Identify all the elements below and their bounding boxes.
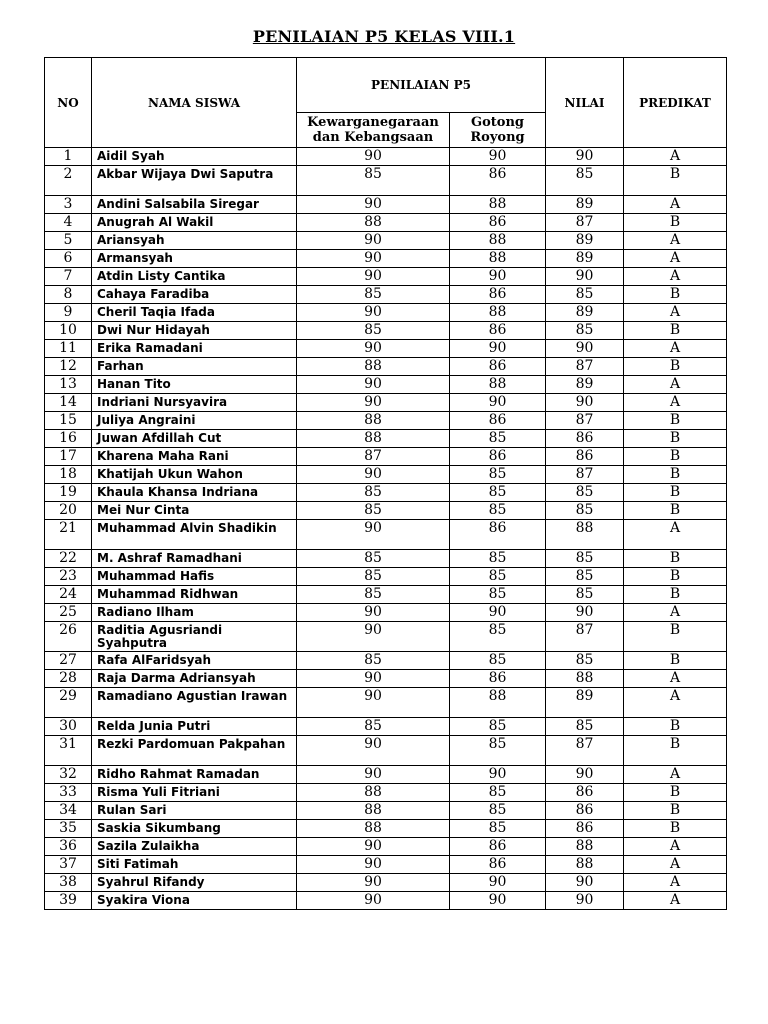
row-nilai: 86: [546, 430, 624, 448]
row-no: 7: [45, 268, 92, 286]
row-name: Sazila Zulaikha: [92, 838, 297, 856]
row-kewarganegaraan: 90: [297, 856, 450, 874]
table-row: [45, 892, 727, 910]
row-gotong-royong: 88: [450, 376, 546, 394]
row-nilai: 87: [546, 736, 624, 766]
row-gotong-royong: 85: [450, 484, 546, 502]
row-gotong-royong: 90: [450, 394, 546, 412]
row-predikat: A: [624, 892, 727, 910]
row-predikat: B: [624, 802, 727, 820]
table-row: [45, 568, 727, 586]
row-predikat: B: [624, 568, 727, 586]
row-nilai: 85: [546, 502, 624, 520]
table-row: [45, 214, 727, 232]
row-nilai: 86: [546, 784, 624, 802]
row-predikat: B: [624, 484, 727, 502]
row-no: 18: [45, 466, 92, 484]
row-no: 11: [45, 340, 92, 358]
row-kewarganegaraan: 85: [297, 652, 450, 670]
row-nilai: 88: [546, 670, 624, 688]
row-nilai: 89: [546, 304, 624, 322]
row-name: Cahaya Faradiba: [92, 286, 297, 304]
row-predikat: B: [624, 820, 727, 838]
row-predikat: A: [624, 856, 727, 874]
row-gotong-royong: 86: [450, 322, 546, 340]
row-gotong-royong: 88: [450, 232, 546, 250]
row-kewarganegaraan: 88: [297, 784, 450, 802]
row-kewarganegaraan: 90: [297, 232, 450, 250]
table-row: [45, 286, 727, 304]
row-name: Khatijah Ukun Wahon: [92, 466, 297, 484]
row-kewarganegaraan: 85: [297, 586, 450, 604]
row-kewarganegaraan: 90: [297, 376, 450, 394]
row-gotong-royong: 86: [450, 358, 546, 376]
row-name: Rulan Sari: [92, 802, 297, 820]
row-nilai: 85: [546, 322, 624, 340]
row-gotong-royong: 86: [450, 286, 546, 304]
row-name: Muhammad Alvin Shadikin: [92, 520, 297, 550]
row-gotong-royong: 90: [450, 340, 546, 358]
table-row: [45, 652, 727, 670]
row-gotong-royong: 88: [450, 196, 546, 214]
row-predikat: A: [624, 340, 727, 358]
row-nilai: 86: [546, 448, 624, 466]
table-row: [45, 232, 727, 250]
row-kewarganegaraan: 90: [297, 304, 450, 322]
row-no: 14: [45, 394, 92, 412]
row-name: Ridho Rahmat Ramadan: [92, 766, 297, 784]
row-gotong-royong: 85: [450, 784, 546, 802]
row-gotong-royong: 85: [450, 652, 546, 670]
row-gotong-royong: 88: [450, 304, 546, 322]
row-kewarganegaraan: 90: [297, 520, 450, 550]
row-name: Akbar Wijaya Dwi Saputra: [92, 166, 297, 196]
row-gotong-royong: 85: [450, 736, 546, 766]
row-kewarganegaraan: 85: [297, 484, 450, 502]
row-name: Relda Junia Putri: [92, 718, 297, 736]
row-no: 31: [45, 736, 92, 766]
row-name: Mei Nur Cinta: [92, 502, 297, 520]
row-nilai: 90: [546, 874, 624, 892]
table-row: [45, 688, 727, 718]
table-row: [45, 856, 727, 874]
row-no: 24: [45, 586, 92, 604]
row-gotong-royong: 90: [450, 604, 546, 622]
row-predikat: A: [624, 250, 727, 268]
row-predikat: A: [624, 520, 727, 550]
table-body: [45, 148, 727, 910]
row-gotong-royong: 85: [450, 718, 546, 736]
row-predikat: A: [624, 874, 727, 892]
row-gotong-royong: 86: [450, 670, 546, 688]
row-gotong-royong: 90: [450, 766, 546, 784]
row-predikat: A: [624, 670, 727, 688]
row-no: 28: [45, 670, 92, 688]
row-predikat: A: [624, 376, 727, 394]
row-name: Anugrah Al Wakil: [92, 214, 297, 232]
row-name: Rezki Pardomuan Pakpahan: [92, 736, 297, 766]
header-predikat: PREDIKAT: [624, 58, 727, 148]
row-no: 17: [45, 448, 92, 466]
table-row: [45, 448, 727, 466]
header-no: NO: [45, 58, 92, 148]
row-kewarganegaraan: 85: [297, 568, 450, 586]
row-nilai: 89: [546, 376, 624, 394]
table-row: [45, 670, 727, 688]
table-row: [45, 736, 727, 766]
row-no: 29: [45, 688, 92, 718]
row-predikat: B: [624, 430, 727, 448]
header-penilaian-p5: PENILAIAN P5: [297, 58, 546, 113]
row-no: 2: [45, 166, 92, 196]
row-kewarganegaraan: 88: [297, 802, 450, 820]
row-gotong-royong: 88: [450, 250, 546, 268]
row-no: 1: [45, 148, 92, 166]
row-predikat: B: [624, 166, 727, 196]
table-row: [45, 376, 727, 394]
row-nilai: 90: [546, 340, 624, 358]
row-nilai: 87: [546, 466, 624, 484]
row-predikat: B: [624, 622, 727, 652]
row-gotong-royong: 85: [450, 502, 546, 520]
row-nilai: 89: [546, 688, 624, 718]
table-row: [45, 520, 727, 550]
row-gotong-royong: 85: [450, 622, 546, 652]
row-name: Ariansyah: [92, 232, 297, 250]
row-nilai: 90: [546, 766, 624, 784]
table-row: [45, 550, 727, 568]
row-gotong-royong: 86: [450, 448, 546, 466]
row-no: 33: [45, 784, 92, 802]
row-name: Hanan Tito: [92, 376, 297, 394]
row-name: Juwan Afdillah Cut: [92, 430, 297, 448]
row-predikat: A: [624, 394, 727, 412]
row-no: 36: [45, 838, 92, 856]
row-name: Andini Salsabila Siregar: [92, 196, 297, 214]
table-row: [45, 874, 727, 892]
row-nilai: 87: [546, 622, 624, 652]
row-name: Siti Fatimah: [92, 856, 297, 874]
row-gotong-royong: 85: [450, 430, 546, 448]
row-kewarganegaraan: 90: [297, 736, 450, 766]
row-kewarganegaraan: 85: [297, 550, 450, 568]
row-gotong-royong: 86: [450, 838, 546, 856]
row-name: Syakira Viona: [92, 892, 297, 910]
header-kewarganegaraan: Kewarganegaraan dan Kebangsaan: [297, 113, 450, 148]
row-kewarganegaraan: 85: [297, 502, 450, 520]
row-no: 27: [45, 652, 92, 670]
row-kewarganegaraan: 90: [297, 394, 450, 412]
row-predikat: B: [624, 784, 727, 802]
row-gotong-royong: 86: [450, 412, 546, 430]
row-name: Farhan: [92, 358, 297, 376]
row-nilai: 88: [546, 856, 624, 874]
row-name: Juliya Angraini: [92, 412, 297, 430]
row-predikat: B: [624, 412, 727, 430]
page-title: PENILAIAN P5 KELAS VIII.1: [252, 27, 516, 46]
row-nilai: 88: [546, 838, 624, 856]
table-row: [45, 718, 727, 736]
row-name: Atdin Listy Cantika: [92, 268, 297, 286]
table-row: [45, 466, 727, 484]
row-no: 16: [45, 430, 92, 448]
row-kewarganegaraan: 88: [297, 820, 450, 838]
row-no: 3: [45, 196, 92, 214]
row-nilai: 85: [546, 166, 624, 196]
row-name: Kharena Maha Rani: [92, 448, 297, 466]
row-name: Radiano Ilham: [92, 604, 297, 622]
row-kewarganegaraan: 88: [297, 214, 450, 232]
row-predikat: B: [624, 214, 727, 232]
row-kewarganegaraan: 90: [297, 466, 450, 484]
table-row: [45, 268, 727, 286]
row-nilai: 90: [546, 148, 624, 166]
row-nilai: 87: [546, 214, 624, 232]
row-gotong-royong: 90: [450, 268, 546, 286]
row-no: 39: [45, 892, 92, 910]
row-predikat: B: [624, 550, 727, 568]
table-row: [45, 196, 727, 214]
row-kewarganegaraan: 88: [297, 358, 450, 376]
row-predikat: B: [624, 736, 727, 766]
table-row: [45, 304, 727, 322]
header-nilai: NILAI: [546, 58, 624, 148]
row-predikat: A: [624, 766, 727, 784]
table-row: [45, 484, 727, 502]
row-kewarganegaraan: 87: [297, 448, 450, 466]
row-nilai: 86: [546, 802, 624, 820]
row-nilai: 85: [546, 652, 624, 670]
row-gotong-royong: 90: [450, 892, 546, 910]
row-no: 15: [45, 412, 92, 430]
row-no: 5: [45, 232, 92, 250]
row-kewarganegaraan: 90: [297, 892, 450, 910]
row-predikat: B: [624, 286, 727, 304]
table-row: [45, 322, 727, 340]
row-predikat: A: [624, 268, 727, 286]
row-kewarganegaraan: 85: [297, 166, 450, 196]
header-gotong-royong: Gotong Royong: [450, 113, 546, 148]
row-no: 4: [45, 214, 92, 232]
table-row: [45, 166, 727, 196]
row-no: 6: [45, 250, 92, 268]
row-nilai: 85: [546, 718, 624, 736]
row-predikat: A: [624, 838, 727, 856]
row-name: Muhammad Ridhwan: [92, 586, 297, 604]
row-kewarganegaraan: 90: [297, 196, 450, 214]
row-name: Armansyah: [92, 250, 297, 268]
table-row: [45, 838, 727, 856]
row-no: 10: [45, 322, 92, 340]
row-no: 32: [45, 766, 92, 784]
table-row: [45, 148, 727, 166]
row-gotong-royong: 85: [450, 568, 546, 586]
row-name: Risma Yuli Fitriani: [92, 784, 297, 802]
row-predikat: B: [624, 652, 727, 670]
row-nilai: 89: [546, 196, 624, 214]
table-row: [45, 766, 727, 784]
row-no: 38: [45, 874, 92, 892]
row-gotong-royong: 90: [450, 148, 546, 166]
row-predikat: A: [624, 604, 727, 622]
row-kewarganegaraan: 90: [297, 766, 450, 784]
row-nilai: 90: [546, 604, 624, 622]
row-kewarganegaraan: 90: [297, 874, 450, 892]
row-kewarganegaraan: 90: [297, 148, 450, 166]
row-name: Ramadiano Agustian Irawan: [92, 688, 297, 718]
row-no: 37: [45, 856, 92, 874]
row-predikat: A: [624, 196, 727, 214]
table-row: [45, 358, 727, 376]
table-row: [45, 340, 727, 358]
row-nilai: 90: [546, 892, 624, 910]
row-kewarganegaraan: 90: [297, 838, 450, 856]
row-predikat: A: [624, 232, 727, 250]
row-gotong-royong: 86: [450, 856, 546, 874]
row-predikat: B: [624, 358, 727, 376]
row-name: Rafa AlFaridsyah: [92, 652, 297, 670]
row-gotong-royong: 86: [450, 520, 546, 550]
row-no: 13: [45, 376, 92, 394]
table-row: [45, 784, 727, 802]
row-name: Dwi Nur Hidayah: [92, 322, 297, 340]
table-row: [45, 820, 727, 838]
row-name: Syahrul Rifandy: [92, 874, 297, 892]
row-predikat: B: [624, 586, 727, 604]
row-nilai: 85: [546, 550, 624, 568]
table-row: [45, 250, 727, 268]
row-gotong-royong: 88: [450, 688, 546, 718]
row-name: Muhammad Hafis: [92, 568, 297, 586]
row-no: 19: [45, 484, 92, 502]
table-row: [45, 802, 727, 820]
row-gotong-royong: 85: [450, 466, 546, 484]
row-predikat: B: [624, 322, 727, 340]
row-gotong-royong: 85: [450, 802, 546, 820]
row-predikat: A: [624, 148, 727, 166]
row-gotong-royong: 90: [450, 874, 546, 892]
row-name: Raditia Agusriandi Syahputra: [92, 622, 297, 652]
row-kewarganegaraan: 90: [297, 688, 450, 718]
row-no: 30: [45, 718, 92, 736]
row-gotong-royong: 86: [450, 166, 546, 196]
row-no: 9: [45, 304, 92, 322]
row-nilai: 85: [546, 286, 624, 304]
row-name: Aidil Syah: [92, 148, 297, 166]
row-predikat: A: [624, 304, 727, 322]
table-row: [45, 622, 727, 652]
row-name: Raja Darma Adriansyah: [92, 670, 297, 688]
row-kewarganegaraan: 90: [297, 622, 450, 652]
row-predikat: B: [624, 448, 727, 466]
row-no: 25: [45, 604, 92, 622]
row-nilai: 90: [546, 268, 624, 286]
row-nilai: 89: [546, 250, 624, 268]
row-kewarganegaraan: 88: [297, 430, 450, 448]
row-nilai: 85: [546, 586, 624, 604]
row-no: 21: [45, 520, 92, 550]
row-no: 26: [45, 622, 92, 652]
header-nama-siswa: NAMA SISWA: [92, 58, 297, 148]
row-no: 35: [45, 820, 92, 838]
row-nilai: 85: [546, 484, 624, 502]
table-row: [45, 412, 727, 430]
row-kewarganegaraan: 90: [297, 670, 450, 688]
row-kewarganegaraan: 85: [297, 322, 450, 340]
row-nilai: 87: [546, 412, 624, 430]
row-name: Cheril Taqia Ifada: [92, 304, 297, 322]
table-row: [45, 604, 727, 622]
row-gotong-royong: 85: [450, 820, 546, 838]
row-name: Saskia Sikumbang: [92, 820, 297, 838]
row-gotong-royong: 85: [450, 550, 546, 568]
row-nilai: 87: [546, 358, 624, 376]
row-no: 23: [45, 568, 92, 586]
row-nilai: 89: [546, 232, 624, 250]
row-predikat: B: [624, 502, 727, 520]
row-kewarganegaraan: 88: [297, 412, 450, 430]
table-row: [45, 394, 727, 412]
table-row: [45, 502, 727, 520]
table-row: [45, 430, 727, 448]
row-nilai: 90: [546, 394, 624, 412]
row-name: Indriani Nursyavira: [92, 394, 297, 412]
row-nilai: 85: [546, 568, 624, 586]
row-name: Khaula Khansa Indriana: [92, 484, 297, 502]
row-kewarganegaraan: 90: [297, 604, 450, 622]
grades-table: [44, 57, 727, 910]
row-kewarganegaraan: 90: [297, 340, 450, 358]
table-row: [45, 586, 727, 604]
row-predikat: B: [624, 466, 727, 484]
row-name: M. Ashraf Ramadhani: [92, 550, 297, 568]
row-predikat: B: [624, 718, 727, 736]
row-kewarganegaraan: 90: [297, 268, 450, 286]
row-no: 22: [45, 550, 92, 568]
row-gotong-royong: 86: [450, 214, 546, 232]
row-kewarganegaraan: 85: [297, 286, 450, 304]
row-nilai: 86: [546, 820, 624, 838]
row-gotong-royong: 85: [450, 586, 546, 604]
row-no: 20: [45, 502, 92, 520]
row-kewarganegaraan: 90: [297, 250, 450, 268]
row-predikat: A: [624, 688, 727, 718]
row-no: 12: [45, 358, 92, 376]
row-nilai: 88: [546, 520, 624, 550]
row-no: 34: [45, 802, 92, 820]
row-name: Erika Ramadani: [92, 340, 297, 358]
row-no: 8: [45, 286, 92, 304]
row-kewarganegaraan: 85: [297, 718, 450, 736]
